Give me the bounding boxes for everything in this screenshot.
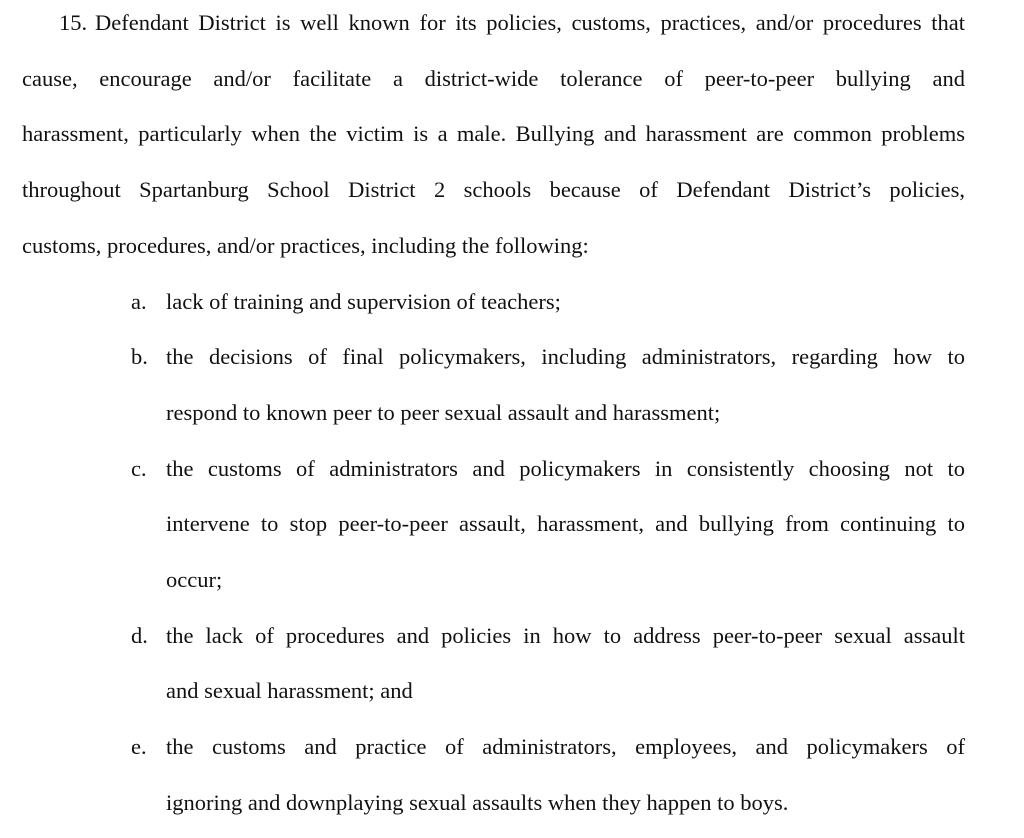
list-item-line: lack of training and supervision of teachers; — [166, 289, 561, 314]
list-item-line: ignoring and downplaying sexual assaults when they happen to boys. — [166, 790, 789, 815]
list-item-line: the customs of administrators and policymakers in consistently choosing not to — [166, 456, 965, 481]
list-item-line: respond to known peer to peer sexual assault and harassment; — [166, 400, 721, 425]
paragraph-line: harassment, particularly when the victim is a male. Bullying and harassment are common problems — [22, 121, 965, 146]
list-marker: d. — [131, 623, 148, 648]
list-marker: c. — [131, 456, 147, 481]
list-item-line: the decisions of final policymakers, including administrators, regarding how to — [166, 344, 965, 369]
paragraph-line: customs, procedures, and/or practices, including the following: — [22, 233, 589, 258]
list-item-line: the lack of procedures and policies in how to address peer-to-peer sexual assault — [166, 623, 965, 648]
list-item-line: the customs and practice of administrators, employees, and policymakers of — [166, 734, 965, 759]
paragraph-line: Defendant District is well known for its policies, customs, practices, and/or procedures that — [95, 10, 965, 35]
paragraph-line: cause, encourage and/or facilitate a district-wide tolerance of peer-to-peer bullying and — [22, 66, 965, 91]
list-item-line: occur; — [166, 567, 223, 592]
list-marker: b. — [131, 344, 148, 369]
list-marker: a. — [131, 289, 147, 314]
list-marker: e. — [131, 734, 147, 759]
paragraph-line: throughout Spartanburg School District 2 schools because of Defendant District’s policies, — [22, 177, 965, 202]
paragraph-number: 15. — [59, 10, 88, 35]
list-item-line: intervene to stop peer-to-peer assault, harassment, and bullying from continuing to — [166, 511, 965, 536]
list-item-line: and sexual harassment; and — [166, 678, 413, 703]
